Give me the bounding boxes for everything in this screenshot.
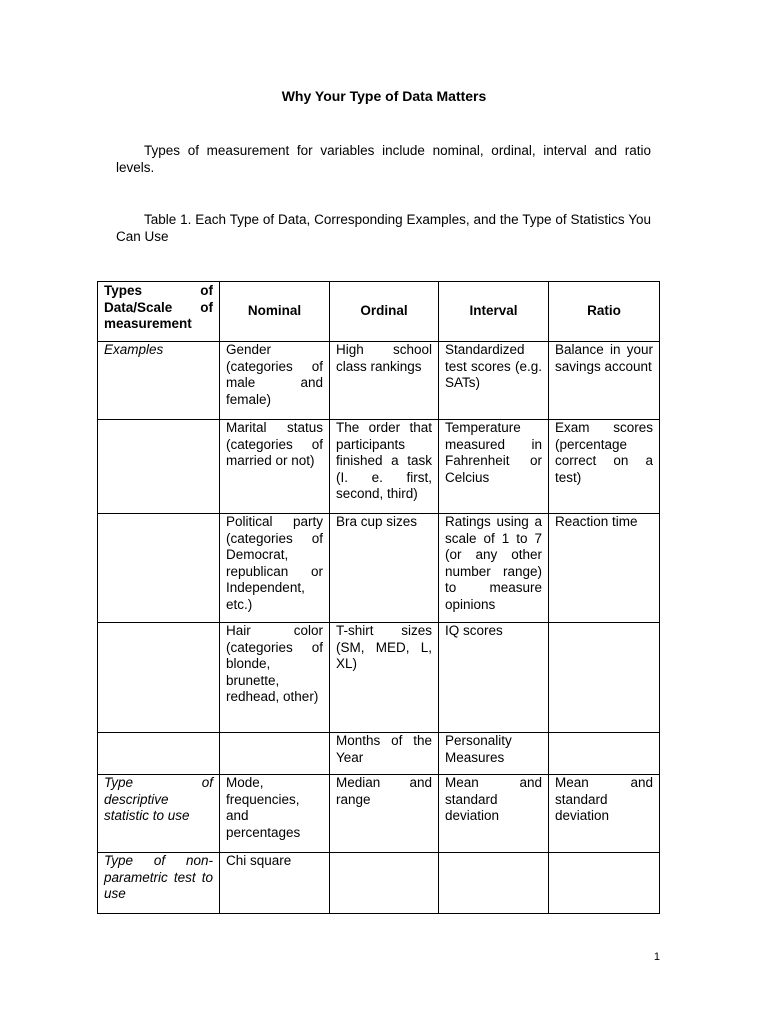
table-cell-interval: Personality Measures [439, 733, 549, 775]
table-row [98, 514, 660, 623]
table-cell-nominal: Marital status (categories of married or not) [220, 420, 330, 514]
table-cell-ordinal: T-shirt sizes (SM, MED, L, XL) [330, 623, 439, 733]
table-cell-interval: Ratings using a scale of 1 to 7 (or any other number range) to measure opinions [439, 514, 549, 623]
corner-header-cell [98, 282, 220, 342]
table-cell-ordinal: The order that participants finished a task (I. e. first, second, third) [330, 420, 439, 514]
table-cell-interval: Temperature measured in Fahrenheit or Celcius [439, 420, 549, 514]
row-label-cell [98, 623, 220, 733]
column-header-ordinal: Ordinal [330, 282, 439, 342]
data-types-table [97, 281, 660, 914]
row-label-cell [98, 420, 220, 514]
table-cell-ratio [549, 623, 660, 733]
page-number: 1 [653, 951, 660, 963]
table-cell-ratio [549, 733, 660, 775]
table-cell-ordinal [330, 853, 439, 914]
table-cell-ordinal: Median and range [330, 775, 439, 853]
row-label-cell: Type of non-parametric test to use [98, 853, 220, 914]
table-caption: Table 1. Each Type of Data, Corresponding Examples, and the Type of Statistics You Can Use [116, 212, 651, 244]
table-cell-ratio [549, 853, 660, 914]
corner-header-text: Types of Data/Scale of measurement [104, 283, 213, 332]
table-cell-nominal: Chi square [220, 853, 330, 914]
table-row [98, 342, 660, 420]
table-row [98, 623, 660, 733]
table-cell-ordinal: Months of the Year [330, 733, 439, 775]
table-cell-nominal: Gender (categories of male and female) [220, 342, 330, 420]
row-label-cell [98, 733, 220, 775]
table-cell-nominal: Political party (categories of Democrat, republican or Independent, etc.) [220, 514, 330, 623]
table-cell-ordinal: High school class rankings [330, 342, 439, 420]
column-header-nominal: Nominal [220, 282, 330, 342]
document-title: Why Your Type of Data Matters [281, 88, 487, 104]
table-cell-interval [439, 853, 549, 914]
column-header-interval: Interval [439, 282, 549, 342]
table-header-row [98, 282, 660, 342]
table-cell-nominal: Hair color (categories of blonde, brunette, redhead, other) [220, 623, 330, 733]
table-cell-interval: Mean and standard deviation [439, 775, 549, 853]
table-row [98, 733, 660, 775]
column-header-ratio: Ratio [549, 282, 660, 342]
table-cell-ratio: Reaction time [549, 514, 660, 623]
table-row [98, 853, 660, 914]
row-label-cell: Examples [98, 342, 220, 420]
table-cell-ratio: Balance in your savings account [549, 342, 660, 420]
intro-paragraph: Types of measurement for variables include nominal, ordinal, interval and ratio levels. [116, 143, 651, 175]
table-cell-nominal [220, 733, 330, 775]
table-cell-ratio: Exam scores (percentage correct on a test) [549, 420, 660, 514]
table-cell-interval: Standardized test scores (e.g. SATs) [439, 342, 549, 420]
table-cell-ratio: Mean and standard deviation [549, 775, 660, 853]
table-cell-interval: IQ scores [439, 623, 549, 733]
table-cell-nominal: Mode, frequencies, and percentages [220, 775, 330, 853]
table-row [98, 420, 660, 514]
row-label-cell [98, 514, 220, 623]
table-row [98, 775, 660, 853]
table-cell-ordinal: Bra cup sizes [330, 514, 439, 623]
row-label-cell: Type of descriptive statistic to use [98, 775, 220, 853]
